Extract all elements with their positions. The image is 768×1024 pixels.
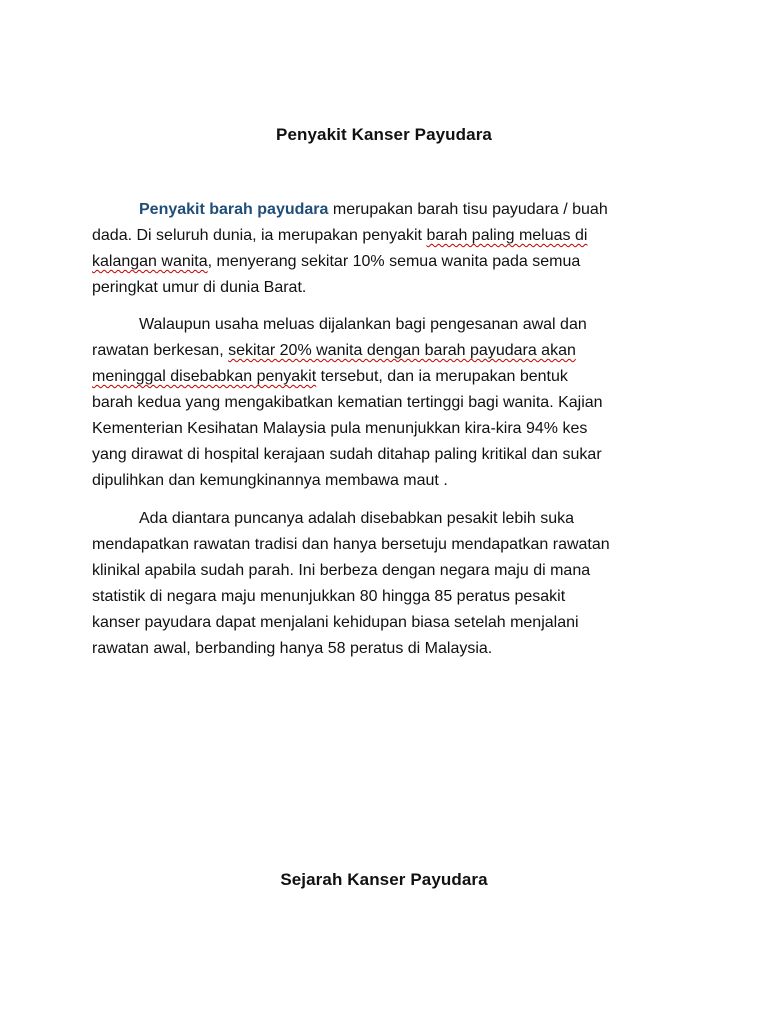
section-heading: Sejarah Kanser Payudara <box>280 870 488 889</box>
paragraph-3-line-1: Ada diantara puncanya adalah disebabkan pesakit lebih suka <box>139 510 574 527</box>
paragraph-3 <box>92 506 678 662</box>
paragraph-3-line-4: statistik di negara maju menunjukkan 80 hingga 85 peratus pesakit <box>92 588 566 605</box>
highlighted-term: Penyakit barah payudara <box>139 201 329 218</box>
paragraph-1-line-2: dada. Di seluruh dunia, ia merupakan penyakit barah paling meluas di <box>92 227 588 244</box>
paragraph-2-line-6: yang dirawat di hospital kerajaan sudah ditahap paling kritikal dan sukar <box>92 446 602 463</box>
paragraph-3-line-2: mendapatkan rawatan tradisi dan hanya bersetuju mendapatkan rawatan <box>92 536 610 553</box>
paragraph-2 <box>92 312 678 494</box>
document-title: Penyakit Kanser Payudara <box>276 125 492 144</box>
paragraph-2-line-7: dipulihkan dan kemungkinannya membawa maut . <box>92 472 448 489</box>
paragraph-3-line-6: rawatan awal, berbanding hanya 58 peratus di Malaysia. <box>92 640 493 657</box>
paragraph-3-line-3: klinikal apabila sudah parah. Ini berbeza dengan negara maju di mana <box>92 562 591 579</box>
grammar-flagged-text[interactable]: sekitar 20% wanita dengan barah payudara akan <box>228 342 576 359</box>
paragraph-2-line-5: Kementerian Kesihatan Malaysia pula menunjukkan kira-kira 94% kes <box>92 420 588 437</box>
paragraph-2-line-4: barah kedua yang mengakibatkan kematian tertinggi bagi wanita. Kajian <box>92 394 603 411</box>
paragraph-2-line-2: rawatan berkesan, sekitar 20% wanita dengan barah payudara akan <box>92 342 576 359</box>
paragraph-1-line-1: Penyakit barah payudara merupakan barah tisu payudara / buah <box>139 201 608 218</box>
paragraph-1-line-4: peringkat umur di dunia Barat. <box>92 279 307 296</box>
grammar-flagged-text[interactable]: barah paling meluas di <box>426 227 588 244</box>
grammar-flagged-text[interactable]: meninggal disebabkan penyakit <box>92 368 317 385</box>
paragraph-1-line-3: kalangan wanita, menyerang sekitar 10% semua wanita pada semua <box>92 253 581 270</box>
paragraph-2-line-3: meninggal disebabkan penyakit tersebut, dan ia merupakan bentuk <box>92 368 568 385</box>
paragraph-1 <box>92 197 678 301</box>
grammar-flagged-text[interactable]: kalangan wanita <box>92 253 208 270</box>
paragraph-3-line-5: kanser payudara dapat menjalani kehidupan biasa setelah menjalani <box>92 614 579 631</box>
paragraph-2-line-1: Walaupun usaha meluas dijalankan bagi pengesanan awal dan <box>139 316 587 333</box>
